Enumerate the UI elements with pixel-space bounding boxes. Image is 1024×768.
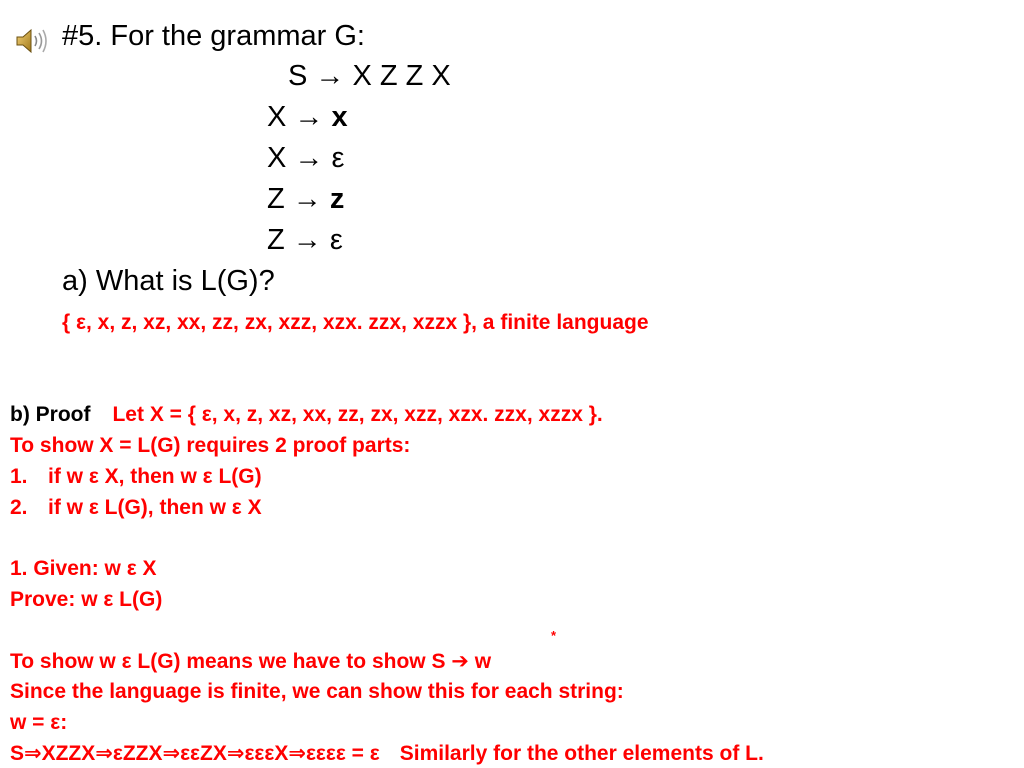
to-show-derive: To show w ε L(G) means we have to show S ➔ w — [10, 650, 492, 673]
production-lhs: X — [267, 142, 287, 174]
production-rhs: x — [331, 101, 348, 133]
production-lhs: Z — [267, 224, 285, 256]
production-rhs: ε — [329, 224, 343, 256]
speaker-icon[interactable] — [14, 27, 50, 55]
proof-let: Let X = { ε, x, z, xz, xx, zz, zx, xzz, xzx. zzx, xzzx }. — [112, 403, 603, 426]
arrow-icon: → — [294, 101, 324, 133]
arrow-icon: → — [292, 224, 322, 256]
arrow-icon: → — [315, 60, 345, 92]
kleene-star: * — [551, 628, 557, 643]
production-2 — [267, 142, 344, 175]
proof-label: b) Proof — [10, 403, 91, 426]
list-text: if w ε L(G), then w ε X — [48, 496, 262, 519]
slide-title: #5. For the grammar G: — [62, 20, 365, 52]
w-epsilon-line: w = ε: — [10, 711, 68, 734]
production-0 — [288, 60, 451, 93]
production-rhs: ε — [331, 142, 345, 174]
arrow-icon: → — [294, 142, 324, 174]
since-line: Since the language is finite, we can show this for each string: — [10, 680, 624, 703]
question-a: a) What is L(G)? — [62, 265, 275, 297]
production-lhs: X — [267, 101, 287, 133]
list-text: if w ε X, then w ε L(G) — [48, 465, 262, 488]
production-lhs: Z — [267, 183, 285, 215]
given-line: 1. Given: w ε X — [10, 557, 157, 580]
list-number: 2. — [10, 496, 28, 519]
prove-line: Prove: w ε L(G) — [10, 588, 163, 611]
arrow-icon: → — [292, 183, 322, 215]
similarly-note: Similarly for the other elements of L. — [399, 742, 764, 765]
answer-a: { ε, x, z, xz, xx, zz, zx, xzz, xzx. zzx, xzzx }, a finite language — [62, 311, 649, 334]
production-rhs: X Z Z X — [352, 60, 451, 92]
proof-parts-intro: To show X = L(G) requires 2 proof parts: — [10, 434, 411, 457]
production-rhs: z — [329, 183, 345, 215]
production-lhs: S — [288, 60, 308, 92]
production-3 — [267, 183, 344, 216]
proof-heading — [10, 403, 603, 427]
proof-part-2 — [10, 496, 262, 520]
production-1 — [267, 101, 348, 134]
derivation-line — [10, 741, 764, 766]
list-number: 1. — [10, 465, 28, 488]
derivation: S⇒XZZX⇒εZZX⇒εεZX⇒εεεX⇒εεεε = ε — [10, 742, 380, 765]
production-4 — [267, 224, 343, 257]
proof-part-1 — [10, 465, 262, 489]
